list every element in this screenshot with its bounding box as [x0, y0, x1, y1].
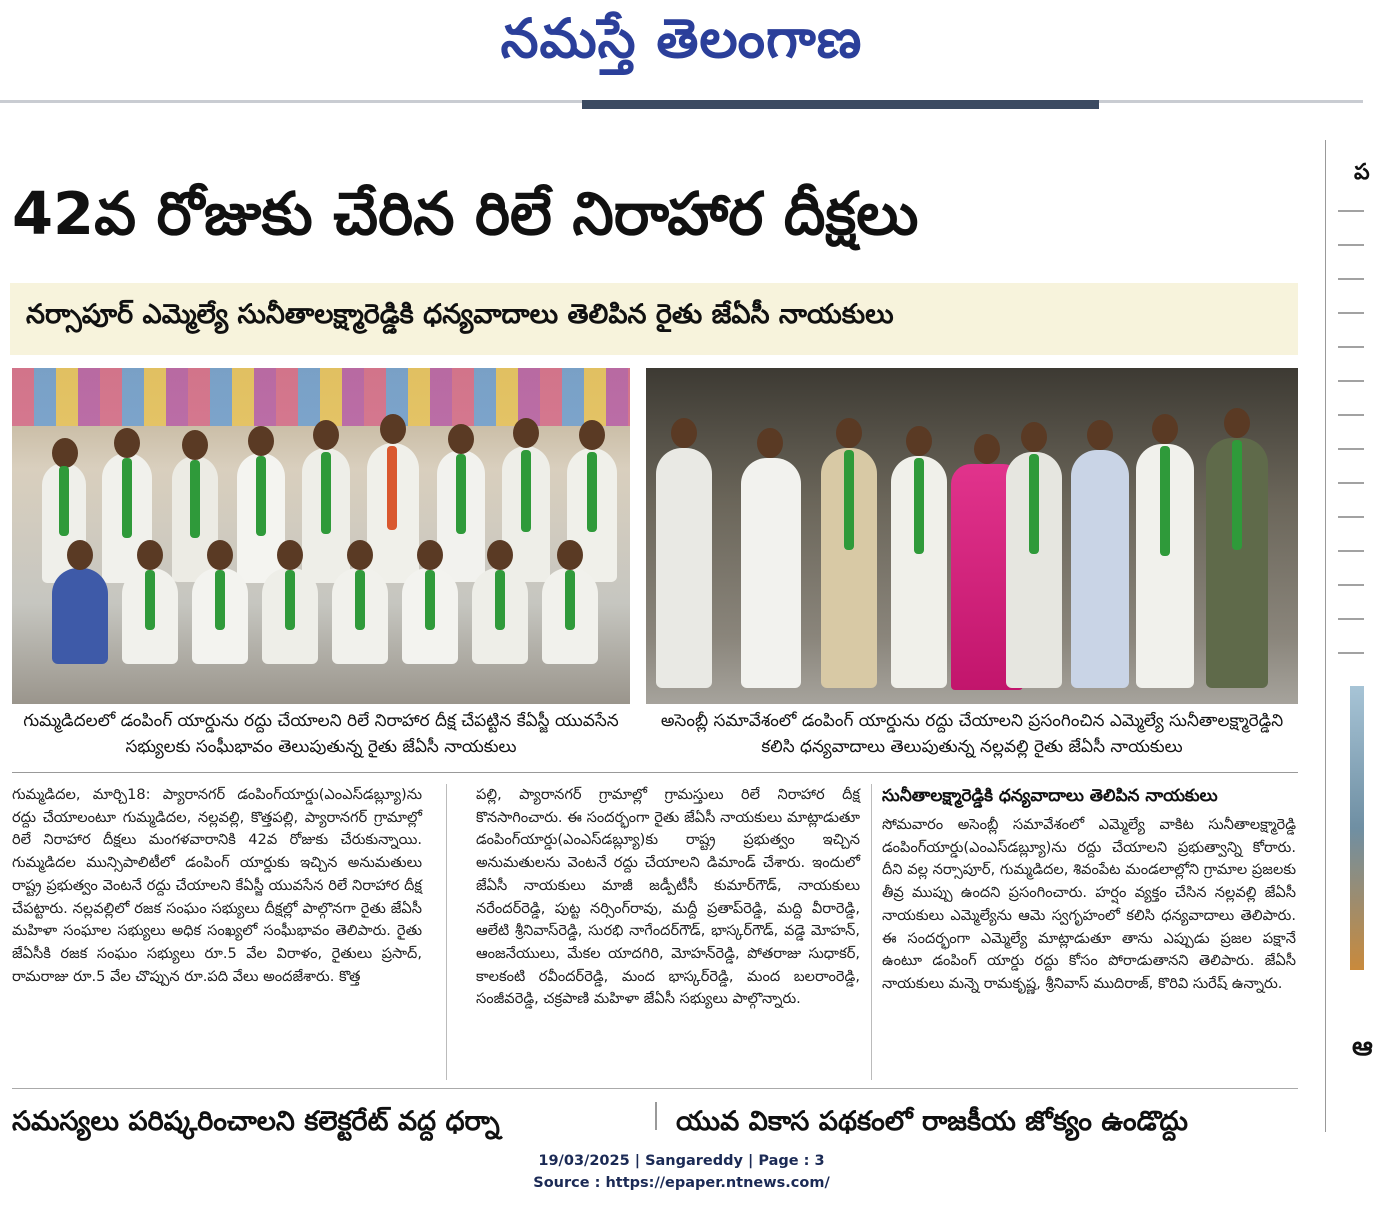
photo-figure-scarf	[59, 466, 69, 536]
column-divider	[446, 784, 447, 1080]
photo-figure	[656, 448, 712, 688]
photo-figure-scarf	[387, 446, 397, 530]
photo-figure-head	[1224, 408, 1250, 438]
photo-figure-head	[137, 540, 163, 570]
photo-figure-head	[448, 424, 474, 454]
photo-left-group-hunger-strike	[12, 368, 630, 704]
photo-figure-head	[277, 540, 303, 570]
photo-figure-scarf	[321, 452, 331, 534]
photo-figure-scarf	[587, 452, 597, 532]
article-headline: 42వ రోజుకు చేరిన రిలే నిరాహార దీక్షలు	[12, 179, 919, 248]
photo-right-meeting-mla	[646, 368, 1298, 704]
photo-figure-scarf	[1160, 446, 1170, 556]
article-column-3: సోమవారం అసెంబ్లీ సమావేశంలో ఎమ్మెల్యే వాకిట సునీతాలక్ష్మారెడ్డి డంపింగ్‌యార్డు(ఎంఎస్‌డబ్ల్యూ)ను రద్దు చేయాలని ప్రభుత్వాన్ని కోరారు. దీని వల్ల నర్సాపూర్, గుమ్మడిదల, శివంపేట మండలాల్లోని గ్రామాల ప్రజలకు తీవ్ర ముప్పు ఉందని ప్రసంగించారు. హర్షం వ్యక్తం చేసిన నల్లవల్లి జేఏసీ నాయకులు ఎమ్మెల్యేను ఆమె స్వగృహంలో కలిసి ధన్యవాదాలు తెలిపారు. ఈ సందర్భంగా ఎమ్మెల్యే మాట్లాడుతూ తాను ఎప్పుడు ప్రజల పక్షానే ఉంటూ డంపింగ్ యార్డు రద్దు కోసం పోరాడుతానని తెలిపారు. జేఏసీ నాయకులు మన్నె రామకృష్ణ, శ్రీనివాస్ ముదిరాజ్, కొరివి సురేష్ ఉన్నారు.	[882, 816, 1296, 992]
photo-caption-left: గుమ్మడిదలలో డంపింగ్ యార్డును రద్దు చేయాలని రిలే నిరాహార దీక్ష చేపట్టిన కేఏస్జీ యువసేన సభ్యులకు సంఘీభావం తెలుపుతున్న రైతు జేఏసీ నాయకులు	[23, 711, 619, 757]
caption-divider	[12, 772, 1298, 773]
photo-figure-head	[487, 540, 513, 570]
photo-figure-scarf	[1232, 440, 1242, 550]
photo-figure-head	[1021, 422, 1047, 452]
photo-figure-head	[182, 430, 208, 460]
photo-figure	[1071, 450, 1129, 688]
photo-figure-head	[248, 426, 274, 456]
photo-figure-head	[557, 540, 583, 570]
photo-figure-scarf	[256, 456, 266, 536]
photo-figure-head	[417, 540, 443, 570]
article-column-3-title: సునీతాలక్ష్మారెడ్డికి ధన్యవాదాలు తెలిపిన నాయకులు	[882, 786, 1218, 806]
photo-figure-scarf	[285, 570, 295, 630]
side-letter: ఆ	[1352, 1032, 1373, 1062]
newspaper-logo: నమస్తే తెలంగాణ	[500, 6, 863, 70]
photo-figure-scarf	[215, 570, 225, 630]
photo-figure-scarf	[456, 454, 466, 534]
photo-figure-seated	[52, 568, 108, 664]
photo-figure-head	[67, 540, 93, 570]
photo-figure-scarf	[190, 460, 200, 538]
photo-figure-scarf	[565, 570, 575, 630]
photo-figure-head	[313, 420, 339, 450]
adjacent-column-strip	[1325, 140, 1373, 1132]
photo-figure-head	[579, 420, 605, 450]
photo-figure-head	[380, 414, 406, 444]
photo-figure-scarf	[145, 570, 155, 630]
next-article-headline-right: యువ వికాస పథకంలో రాజకీయ జోక్యం ఉండొద్దు	[676, 1106, 1188, 1137]
photo-figure-scarf	[914, 458, 924, 554]
photo-figure-head	[836, 418, 862, 448]
photo-figure-scarf	[1029, 454, 1039, 554]
article-column-1: గుమ్మడిదల, మార్చి18: ప్యారానగర్ డంపింగ్‌యార్డు(ఎంఎస్‌డబ్ల్యూ)ను రద్దు చేయాలంటూ గుమ్మడిదల, నల్లవల్లి, కొత్తపల్లి, ప్యారానగర్ గ్రామాల్లో రిలే నిరాహార దీక్షలు మంగళవారానికి 42వ రోజుకు చేరుకున్నాయి. గుమ్మడిదల మున్సిపాలిటీలో డంపింగ్ యార్డుకు ఇచ్చిన అనుమతులు రాష్ట్ర ప్రభుత్వం వెంటనే రద్దు చేయాలని కేఏస్జీ యువసేన రిలే నిరాహార దీక్ష చేపట్టారు. నల్లవల్లిలో రజక సంఘం సభ్యులు దీక్షల్లో పాల్గొనగా రైతు జేఏసీ మహిళా సంఘాల సభ్యులు అధిక సంఖ్యలో సంఘీభావం తెలిపారు. రైతు జేఏసీకి రజక సంఘం సభ్యులు రూ.5 వేల విరాళం, రైతులు ప్రసాద్, రామరాజు రూ.5 వేల చొప్పున రూ.పది వేలు అందజేశారు. కొత్త	[12, 786, 422, 985]
photo-figure-head	[671, 418, 697, 448]
masthead-accent-bar	[582, 100, 1099, 109]
photo-figure-head	[52, 438, 78, 468]
page-footer	[0, 1150, 1363, 1194]
photo-figure-scarf	[495, 570, 505, 630]
photo-figure-head	[207, 540, 233, 570]
photo-figure-head	[757, 428, 783, 458]
photo-caption-right: అసెంబ్లీ సమావేశంలో డంపింగ్ యార్డును రద్దు చేయాలని ప్రసంగించిన ఎమ్మెల్యే సునీతాలక్ష్మారెడ్డిని కలిసి ధన్యవాదాలు తెలుపుతున్న నల్లవల్లి రైతు జేఏసీ నాయకులు	[660, 711, 1284, 757]
side-photo	[1350, 686, 1364, 970]
article-subheadline: నర్సాపూర్ ఎమ్మెల్యే సునీతాలక్ష్మారెడ్డికి ధన్యవాదాలు తెలిపిన రైతు జేఏసీ నాయకులు	[26, 299, 894, 330]
footer-source[interactable]: Source : https://epaper.ntnews.com/	[533, 1175, 830, 1191]
masthead	[0, 0, 1363, 110]
photo-figure-head	[1152, 414, 1178, 444]
photo-figure-scarf	[122, 458, 132, 538]
photo-figure-scarf	[521, 450, 531, 532]
footer-date-edition: 19/03/2025 | Sangareddy | Page : 3	[538, 1153, 825, 1169]
section-divider	[12, 1088, 1298, 1089]
headline-divider	[655, 1102, 657, 1130]
photo-figure-head	[114, 428, 140, 458]
photo-figure	[741, 458, 801, 688]
side-letter: ప	[1354, 160, 1370, 185]
column-divider	[871, 784, 872, 1080]
photo-figure-scarf	[425, 570, 435, 630]
photo-figure-head	[974, 434, 1000, 464]
photo-figure-head	[906, 426, 932, 456]
photo-figure-head	[1087, 420, 1113, 450]
photo-figure-head	[513, 418, 539, 448]
article-column-2: పల్లి, ప్యారానగర్ గ్రామాల్లో గ్రామస్తులు రిలే నిరాహార దీక్ష కొనసాగించారు. ఈ సందర్భంగా రైతు జేఏసీ నాయకులు మాట్లాడుతూ డంపింగ్‌యార్డు(ఎంఎస్‌డబ్ల్యూ)కు రాష్ట్ర ప్రభుత్వం ఇచ్చిన అనుమతులను వెంటనే రద్దు చేయాలని డిమాండ్ చేశారు. ఇందులో జేఏసీ నాయకులు మాజీ జడ్పీటీసీ కుమార్‌గౌడ్, నాయకులు నరేందర్‌రెడ్డి, పుట్ట నర్సింగ్‌రావు, మద్దీ ప్రతాప్‌రెడ్డి, మద్ది వీరారెడ్డి, ఆలేటి శ్రీనివాస్‌రెడ్డి, సురభి నాగేందర్‌గౌడ్, భాస్కర్‌గౌడ్, వడ్డె మోహన్, ఆంజనేయులు, మేకల యాదగిరి, మోహన్‌రెడ్డి, పోతరాజు సుధాకర్, కాలకంటి రవీందర్‌రెడ్డి, మంద భాస్కర్‌రెడ్డి, మంద బలరాంరెడ్డి, సంజీవరెడ్డి, చక్రపాణి మహిళా జేఏసీ సభ్యులు పాల్గొన్నారు.	[476, 786, 860, 1008]
photo-figure-head	[347, 540, 373, 570]
page-content	[0, 110, 1325, 1137]
subheadline-box	[10, 283, 1298, 355]
photo-awning	[12, 368, 630, 426]
photo-figure-scarf	[355, 570, 365, 630]
photo-figure-scarf	[844, 450, 854, 550]
side-text-lines	[1338, 210, 1364, 680]
next-article-headline-left: సమస్యలు పరిష్కరించాలని కలెక్టరేట్ వద్ద ధర్నా	[12, 1106, 500, 1137]
